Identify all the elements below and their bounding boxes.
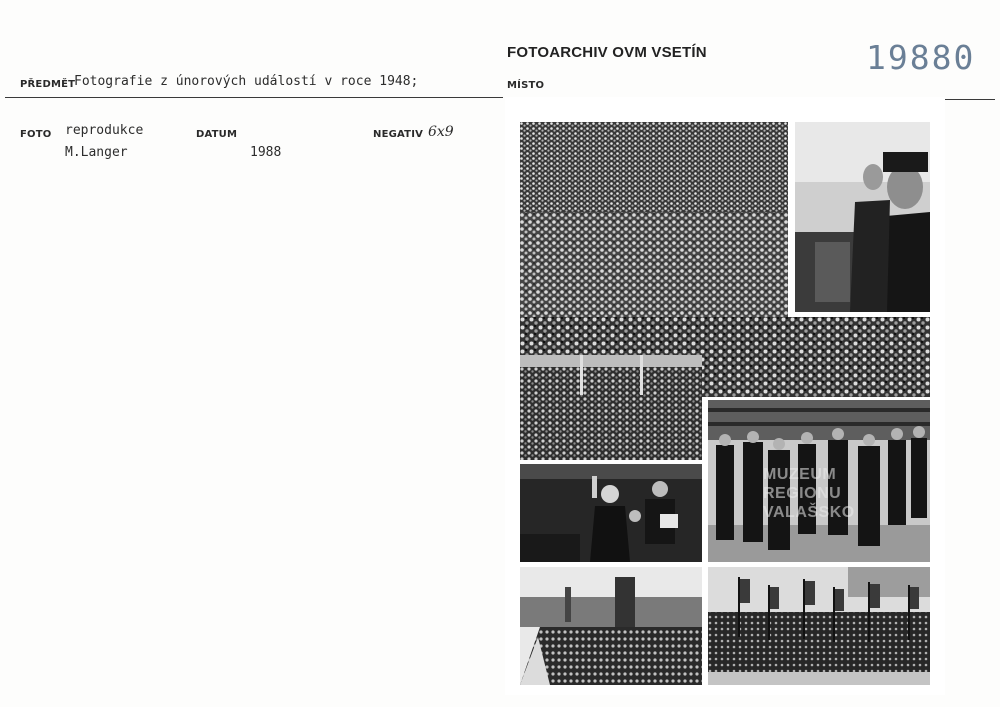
museum-watermark [763,465,855,522]
parade-photo [708,567,930,685]
date-value: 1988 [250,145,282,160]
photo-method: reprodukce [65,123,144,138]
assembly-hall-photo [520,355,702,460]
watermark-line-3: VALAŠSKO [763,504,855,521]
march-photo [520,567,702,685]
rostrum-photo [520,464,702,562]
place-label: MÍSTO [507,80,545,91]
date-label: DATUM [196,129,238,140]
subject-value: Fotografie z únorových událostí v roce 1948; [74,74,419,89]
archive-title: FOTOARCHIV OVM VSETÍN [507,44,707,61]
inventory-number: 19880 [866,38,976,77]
negative-value: 6x9 [428,124,454,140]
photographer: M.Langer [65,145,128,160]
photo-label: FOTO [20,129,52,140]
subject-label: PŘEDMĚT [20,79,76,90]
watermark-line-2: REGIONU [763,485,842,502]
subject-rule [5,97,503,98]
speaker-photo [795,122,930,312]
negative-label: NEGATIV [373,129,424,140]
watermark-line-1: MUZEUM [763,466,837,483]
photo-collage [505,97,945,695]
